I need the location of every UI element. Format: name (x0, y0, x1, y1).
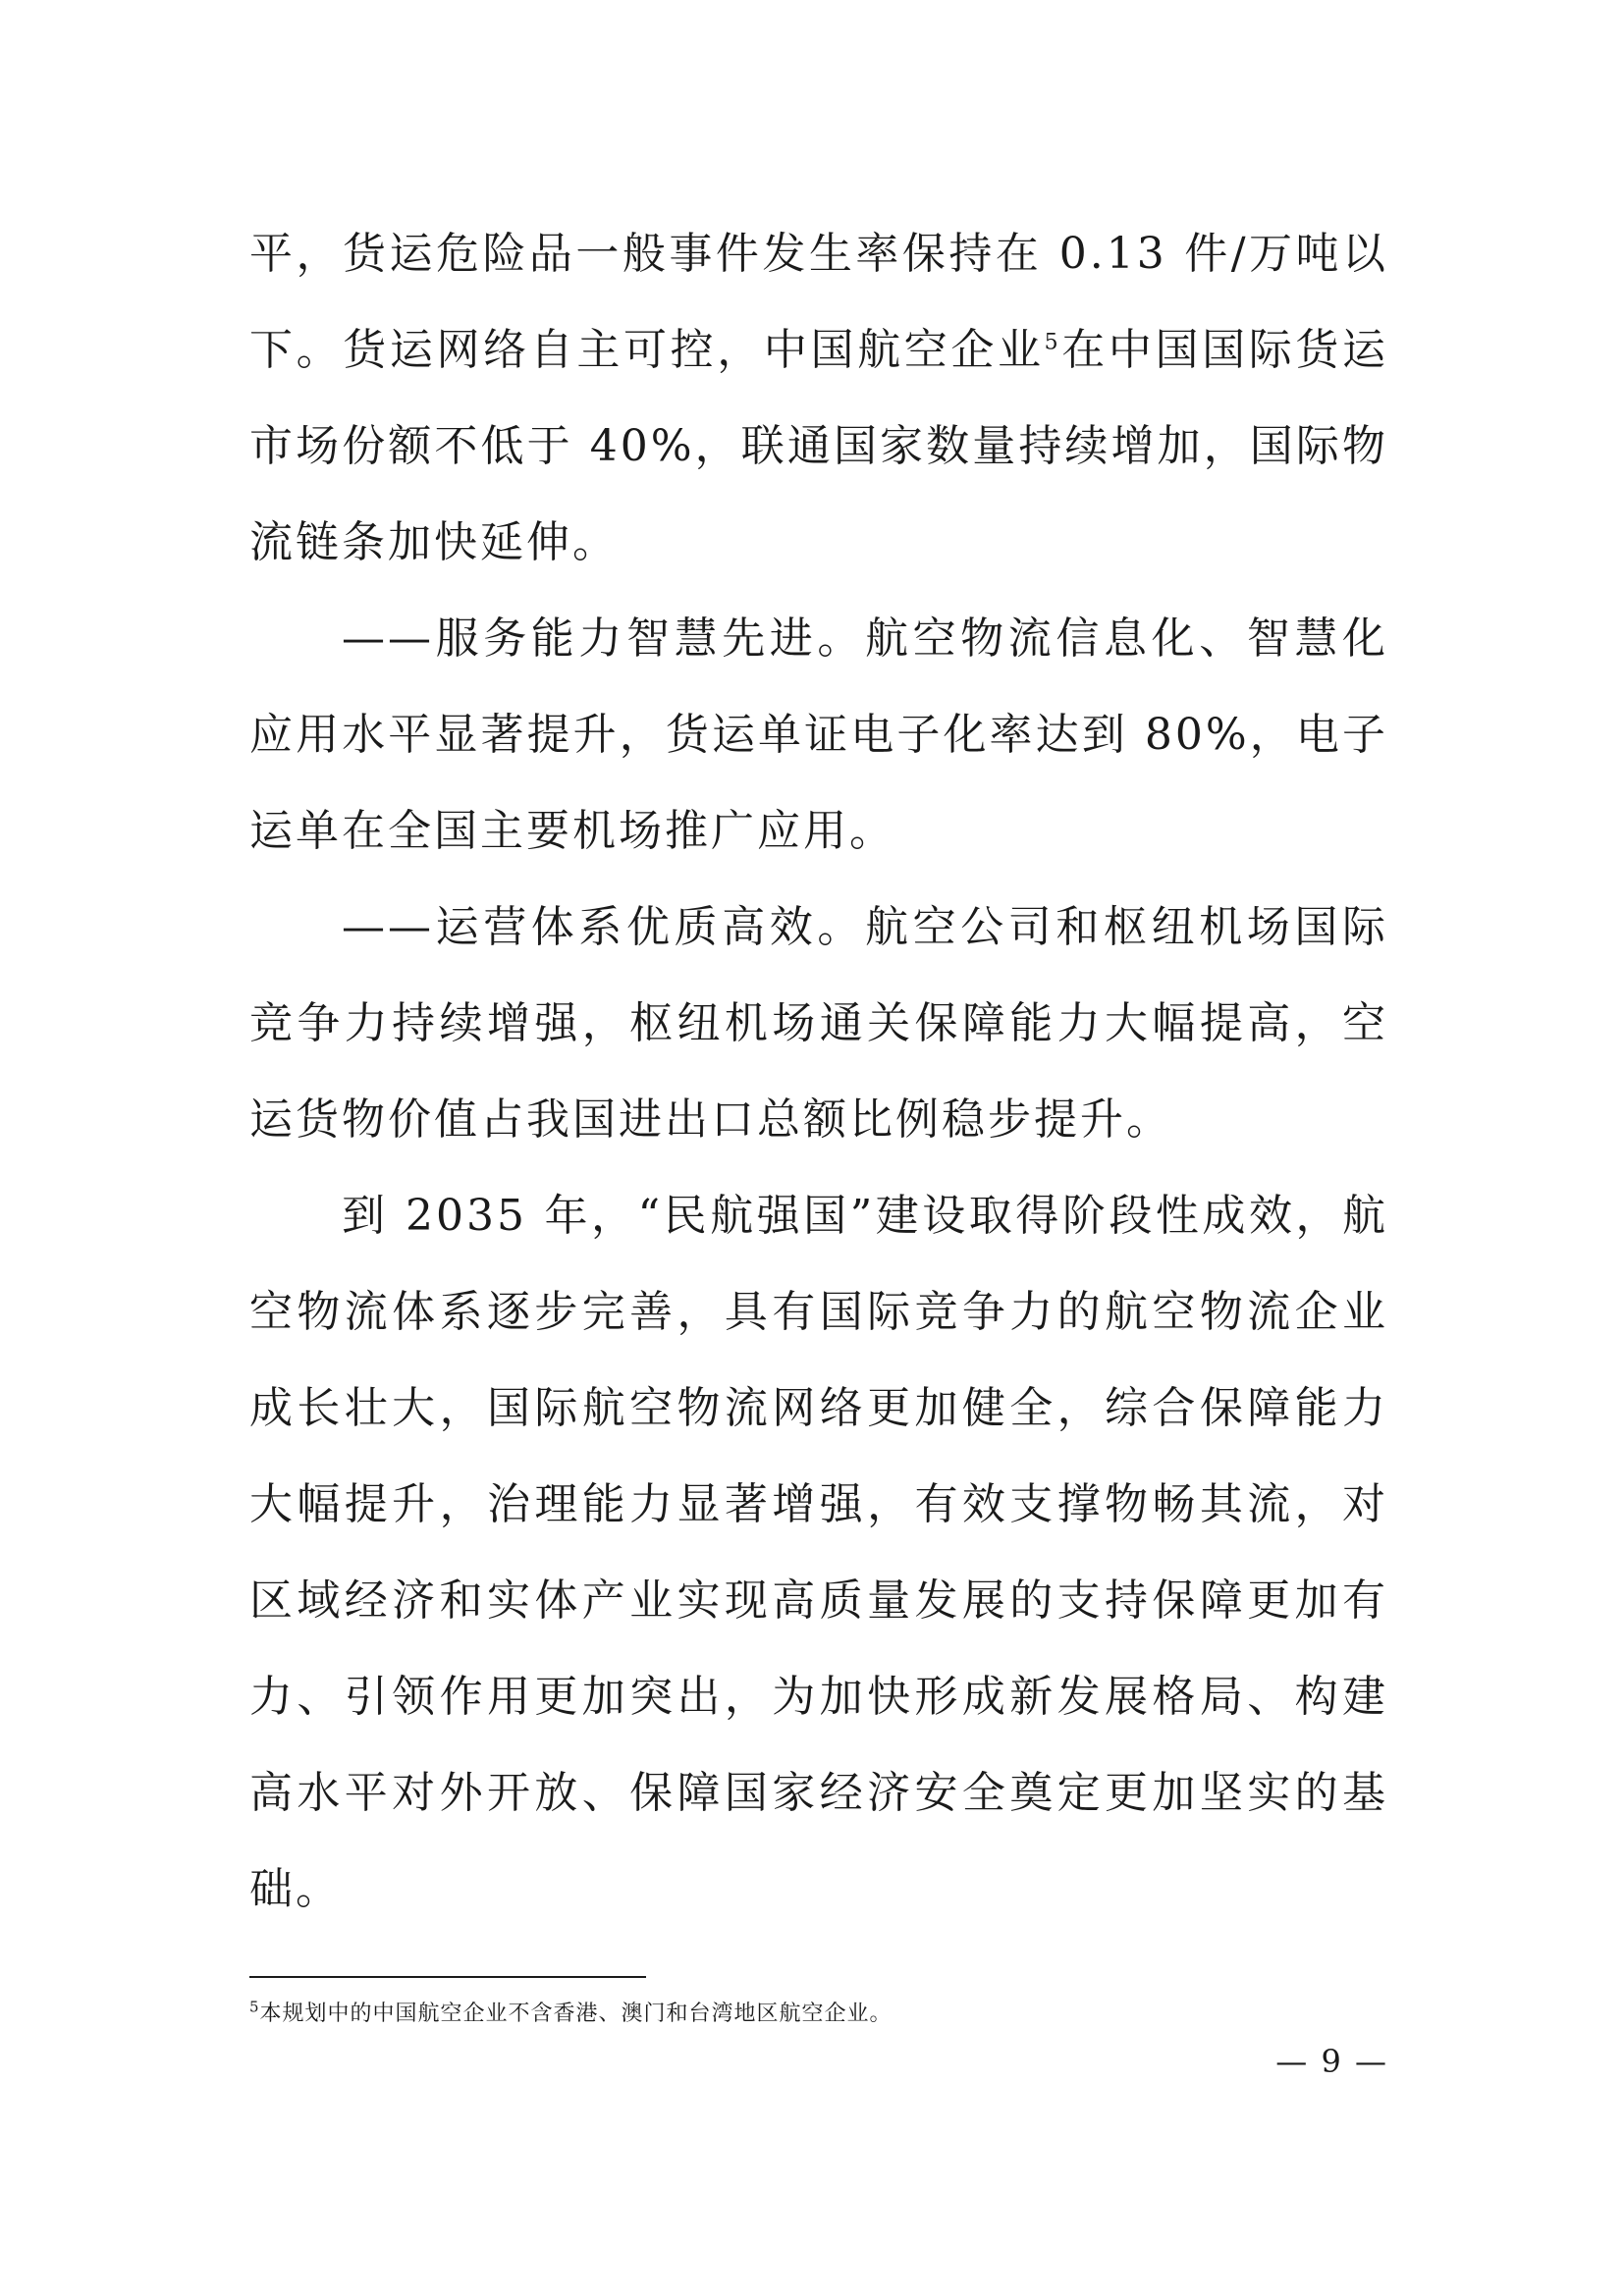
footnote-text: 本规划中的中国航空企业不含香港、澳门和台湾地区航空企业。 (259, 2002, 893, 2026)
paragraph-text-after-ref: 在中国国际货运市场份额不低于 40%，联通国家数量持续增加，国际物流链条加快延伸。 (249, 325, 1388, 567)
footnote-mark: 5 (249, 1998, 260, 2016)
paragraph-service-capability: ——服务能力智慧先进。航空物流信息化、智慧化应用水平显著提升，货运单证电子化率达到 80%，电子运单在全国主要机场推广应用。 (249, 614, 1388, 856)
paragraph-text-before-ref: 平，货运危险品一般事件发生率保持在 0.13 件/万吨以下。货运网络自主可控，中国航空企业 (249, 229, 1388, 375)
paragraph-operation-system: ——运营体系优质高效。航空公司和枢纽机场国际竞争力持续增强，枢纽机场通关保障能力大幅提高，空运货物价值占我国进出口总额比例稳步提升。 (249, 902, 1388, 1145)
page-number: — 9 — (1275, 2043, 1388, 2080)
paragraph-2035-goal: 到 2035 年，“民航强国”建设取得阶段性成效，航空物流体系逐步完善，具有国际竞争力的航空物流企业成长壮大，国际航空物流网络更加健全，综合保障能力大幅提升，治理能力显著增强，有效支撑物畅其流，对区域经济和实体产业实现高质量发展的支持保障更加有力、引领作用更加突出，为加快形成新发展格局、构建高水平对外开放、保障国家经济安全奠定更加坚实的基础。 (249, 1191, 1388, 1914)
body-text (249, 206, 1388, 1938)
footnote-divider (249, 1976, 646, 1978)
paragraph-targets-continued (249, 206, 1388, 591)
footnote-reference: 5 (1044, 330, 1061, 355)
footnote (249, 1999, 1388, 2030)
